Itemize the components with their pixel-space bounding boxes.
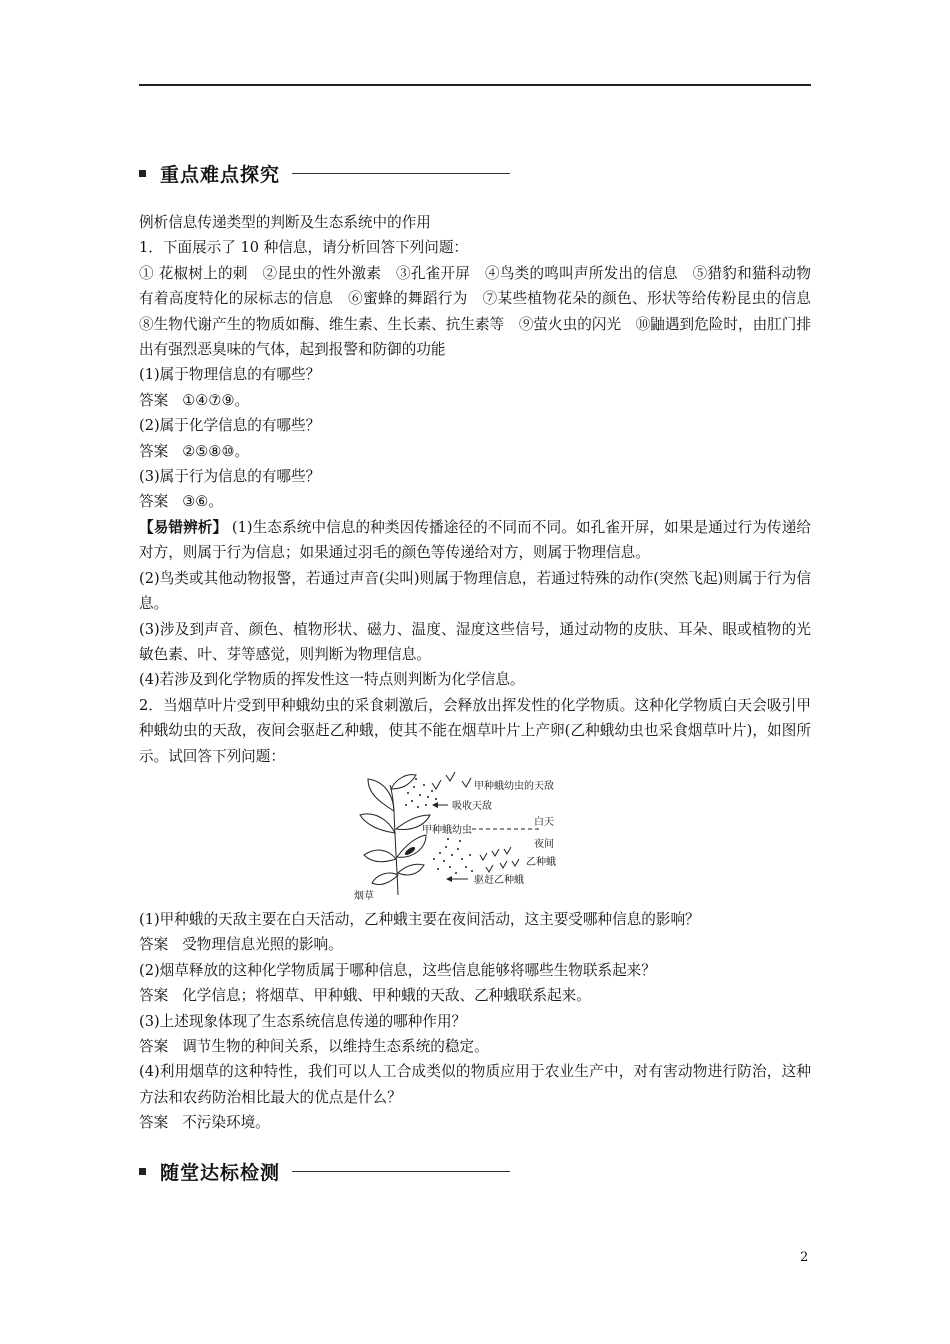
q1-sub3-question: (3)属于行为信息的有哪些？ [139,468,321,486]
answer-text: 化学信息；将烟草、甲种蛾、甲种蛾的天敌、乙种蛾联系起来。 [182,987,591,1005]
q2-sub1-answer [139,932,811,957]
section-heading-key-points [139,158,510,188]
intro-line: 例析信息传递类型的判断及生态系统中的作用 [139,214,431,231]
plant-leaf [364,850,396,862]
answer-text: 受物理信息光照的影响。 [182,936,343,954]
answer-text: ③⑥。 [182,493,223,511]
tip-paragraph-4: (4)若涉及到化学物质的挥发性这一特点则判断为化学信息。 [139,671,525,689]
q1-items: ① 花椒树上的刺 ②昆虫的性外激素 ③孔雀开屏 ④鸟类的鸣叫声所发出的信息 ⑤猎豹和猫科动物有着高度特化的尿标志的信息 ⑥蜜蜂的舞蹈行为 ⑦某些植物花朵的颜色、形状等给传粉昆虫的信息 ⑧生物代谢产生的物质如酶、维生素、生长素、抗生素等 ⑨萤火虫的闪光 ⑩鼬遇到危险时，由肛门排出有强烈恶臭味的气体，起到报警和防御的功能 [139,264,826,359]
label-night: 夜间 [534,838,554,850]
plant-leaf [391,775,416,789]
main-content [139,210,826,1136]
q2-sub4-answer [139,1110,811,1135]
moth-b-insect [480,853,487,860]
section-heading-practice [139,1156,510,1186]
tip-label: 【易错辨析】 [139,518,228,536]
q2-sub4-question: (4)利用烟草的这种特性，我们可以人工合成类似的物质应用于农业生产中，对有害动物进行防治，这种方法和农药防治相比最大的优点是什么？ [139,1063,811,1106]
enemy-insect [462,778,471,787]
q2-sub3-answer [139,1034,811,1059]
answer-label: 答案 [139,1114,169,1132]
q2-stem: 2．当烟草叶片受到甲种蛾幼虫的采食刺激后，会释放出挥发性的化学物质。这种化学物质白天会吸引甲种蛾幼虫的天敌，夜间会驱赶乙种蛾，使其不能在烟草叶片上产卵(乙种蛾幼虫也采食烟草叶片)，如图所示。试回答下列问题： [139,696,811,765]
label-moth-b: 乙种蛾 [526,856,556,868]
enemy-insect [432,780,441,789]
enemy-insect [446,772,455,781]
q1-sub2-question: (2)属于化学信息的有哪些？ [139,417,321,435]
tobacco-diagram [350,771,590,903]
tip-paragraph-1 [139,515,811,566]
label-tobacco: 烟草 [354,890,374,902]
label-day: 白天 [534,816,554,828]
tip-paragraph-3: (3)涉及到声音、颜色、植物形状、磁力、温度、湿度这些信号，通过动物的皮肤、耳朵、眼或植物的光敏色素、叶、芽等感觉，则判断为物理信息。 [139,620,811,663]
tip-paragraph-2: (2)鸟类或其他动物报警，若通过声音(尖叫)则属于物理信息，若通过特殊的动作(突然飞起)则属于行为信息。 [139,569,811,613]
q2-sub1-question: (1)甲种蛾的天敌主要在白天活动，乙种蛾主要在夜间活动，这主要受哪种信息的影响？ [139,910,700,928]
arrow-head [446,876,452,882]
answer-label: 答案 [139,936,169,954]
moth-b-insect [500,861,507,868]
q2-sub2-question: (2)烟草释放的这种化学物质属于哪种信息，这些信息能够将哪些生物联系起来？ [139,961,656,979]
bullet-square-icon [139,1168,146,1175]
section-title: 随堂达标检测 [160,1161,281,1184]
q1-sub3-answer [139,489,811,514]
q1-sub1-question: (1)属于物理信息的有哪些？ [139,366,321,384]
moth-b-insect [504,847,511,854]
answer-label: 答案 [139,987,169,1005]
section-rule [292,1171,510,1172]
bullet-square-icon [139,170,146,177]
q1-sub1-answer [139,388,811,413]
label-larva: 甲种蛾幼虫 [422,824,472,836]
q2-sub2-answer [139,983,811,1008]
q1-stem: 1．下面展示了 10 种信息，请分析回答下列问题： [139,239,469,257]
answer-text: 不污染环境。 [182,1114,270,1132]
label-enemy: 甲种蛾幼虫的天敌 [474,780,554,792]
answer-label: 答案 [139,1037,169,1055]
answer-label: 答案 [139,391,169,409]
tip-text: (1)生态系统中信息的种类因传播途径的不同而不同。如孔雀开屏，如果是通过行为传递给对方，则属于行为信息；如果通过羽毛的颜色等传递给对方，则属于物理信息。 [139,518,811,562]
answer-label: 答案 [139,493,169,511]
plant-leaf [360,814,395,833]
label-repel: 驱赶乙种蛾 [474,874,524,886]
q2-sub3-question: (3)上述现象体现了生态系统信息传递的哪种作用？ [139,1012,467,1030]
plant-leaf [368,779,394,811]
plant-leaf [372,873,398,885]
moth-b-insect [492,849,499,856]
answer-label: 答案 [139,442,169,460]
plant-leaf [397,835,426,857]
answer-text: ①④⑦⑨。 [182,391,250,409]
section-title: 重点难点探究 [160,163,281,186]
tobacco-figure [139,769,811,907]
moth-b-insect [486,865,493,872]
header-rule [139,84,811,86]
answer-text: 调节生物的种间关系，以维持生态系统的稳定。 [182,1037,489,1055]
page-number: 2 [800,1250,809,1265]
moth-b-insect [512,859,519,866]
arrow-head [432,802,438,808]
answer-text: ②⑤⑧⑩。 [182,442,250,460]
q1-sub2-answer [139,439,811,464]
plant-leaf [398,864,424,875]
label-attract: 吸收天敌 [452,800,492,812]
section-rule [292,173,510,174]
